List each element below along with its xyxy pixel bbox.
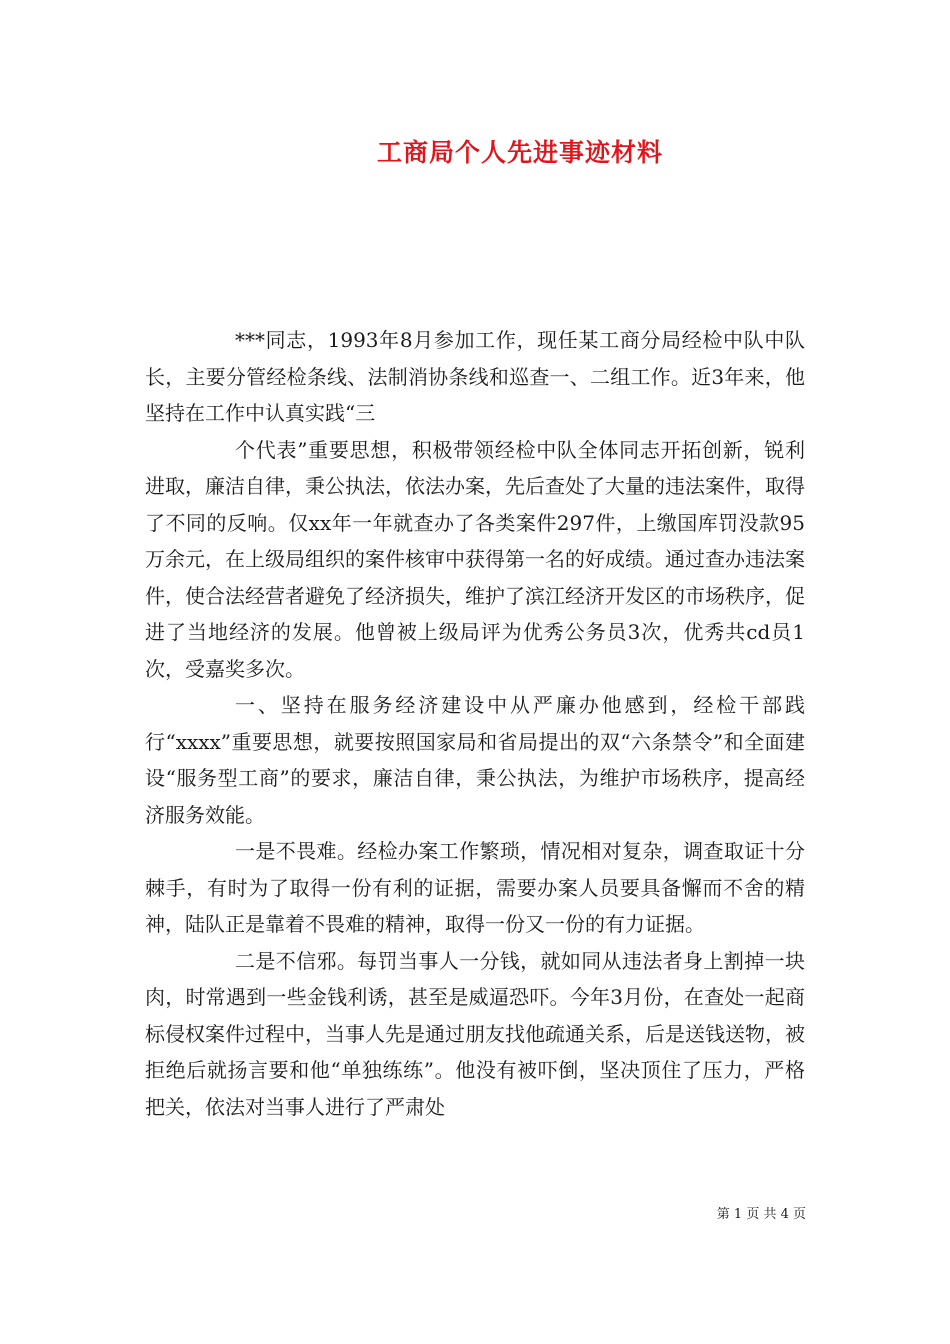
page-number-footer: 第 1 页 共 4 页	[716, 1207, 806, 1222]
paragraph-section-one: 一、坚持在服务经济建设中从严廉办他感到，经检干部践行“xxxx”重要思想，就要按照国家局和省局提出的双“六条禁令”和全面建设“服务型工商”的要求，廉洁自律，秉公执法，为维护市场秩序，提高经济服务效能。	[145, 693, 805, 827]
paragraph-intro: ***同志，1993年8月参加工作，现任某工商分局经检中队中队长，主要分管经检条线、法制消协条线和巡查一、二组工作。近3年来，他坚持在工作中认真实践“三	[145, 328, 805, 425]
paragraph-achievements: 个代表”重要思想，积极带领经检中队全体同志开拓创新，锐利进取，廉洁自律，秉公执法，依法办案，先后查处了大量的违法案件，取得了不同的反响。仅xx年一年就查办了各类案件297件，上缴国库罚没款95万余元，在上级局组织的案件核审中获得第一名的好成绩。通过查办违法案件，使合法经营者避免了经济损失，维护了滨江经济开发区的市场秩序，促进了当地经济的发展。他曾被上级局评为优秀公务员3次，优秀共cd员1次，受嘉奖多次。	[145, 437, 805, 681]
paragraph-point-two: 二是不信邪。每罚当事人一分钱，就如同从违法者身上割掉一块肉，时常遇到一些金钱利诱，甚至是威逼恐吓。今年3月份，在查处一起商标侵权案件过程中，当事人先是通过朋友找他疏通关系，后是送钱送物，被拒绝后就扬言要和他“单独练练”。他没有被吓倒，坚决顶住了压力，严格把关，依法对当事人进行了严肃处	[145, 948, 805, 1119]
document-title: 工商局个人先进事迹材料	[376, 138, 663, 167]
document-body	[145, 322, 805, 1125]
paragraph-point-one: 一是不畏难。经检办案工作繁琐，情况相对复杂，调查取证十分棘手，有时为了取得一份有利的证据，需要办案人员要具备懈而不舍的精神，陆队正是靠着不畏难的精神，取得一份又一份的有力证据。	[145, 839, 805, 936]
